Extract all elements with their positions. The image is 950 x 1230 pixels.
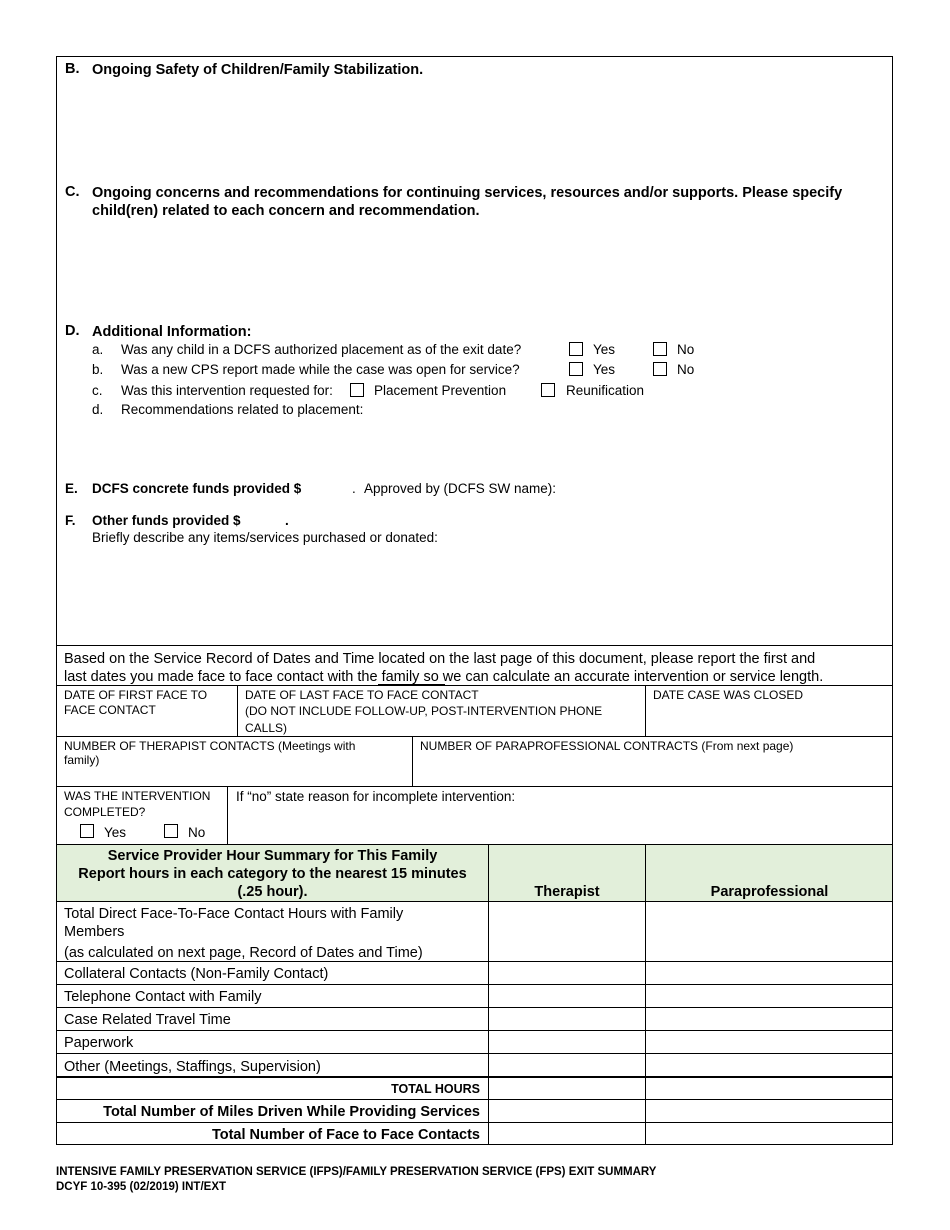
row-face-to-face-line3: (as calculated on next page, Record of Dates and Time) bbox=[64, 945, 423, 961]
para-contacts-label: NUMBER OF PARAPROFESSIONAL CONTRACTS (From next page) bbox=[420, 739, 794, 753]
footer-form-number: DCYF 10-395 (02/2019) INT/EXT bbox=[56, 1181, 227, 1193]
item-b-yes-checkbox[interactable] bbox=[569, 362, 583, 376]
completed-label-line2: COMPLETED? bbox=[64, 805, 146, 819]
item-a-question: Was any child in a DCFS authorized placement as of the exit date? bbox=[121, 342, 522, 357]
section-e-title: DCFS concrete funds provided $ bbox=[92, 481, 302, 496]
item-a-yes-label: Yes bbox=[593, 342, 616, 357]
divider bbox=[56, 961, 893, 962]
row-travel-time: Case Related Travel Time bbox=[64, 1012, 231, 1028]
table-header-line1: Service Provider Hour Summary for This Family bbox=[107, 848, 438, 864]
completed-yes-checkbox[interactable] bbox=[80, 824, 94, 838]
reunification-label: Reunification bbox=[566, 383, 645, 398]
divider bbox=[645, 685, 646, 736]
divider bbox=[56, 984, 893, 985]
other-funds-amount-field[interactable] bbox=[250, 510, 282, 528]
item-d-question: Recommendations related to placement: bbox=[121, 402, 364, 417]
item-a-no-label: No bbox=[677, 342, 695, 357]
completed-label-line1: WAS THE INTERVENTION bbox=[64, 789, 211, 803]
incomplete-reason-label: If “no” state reason for incomplete intervention: bbox=[236, 789, 516, 804]
section-e-dot: . bbox=[352, 481, 356, 496]
item-a-letter: a. bbox=[92, 342, 104, 357]
first-contact-label-line2: FACE CONTACT bbox=[64, 703, 156, 717]
divider bbox=[412, 736, 413, 786]
divider bbox=[56, 1030, 893, 1031]
completed-yes-label: Yes bbox=[104, 825, 127, 840]
divider bbox=[56, 736, 893, 737]
section-b-title: Ongoing Safety of Children/Family Stabilization. bbox=[92, 62, 424, 78]
describe-items-label: Briefly describe any items/services purchased or donated: bbox=[92, 530, 438, 545]
table-header-line2: Report hours in each category to the nearest 15 minutes bbox=[78, 866, 467, 882]
column-header-paraprofessional: Paraprofessional bbox=[710, 884, 829, 900]
divider bbox=[56, 1076, 893, 1078]
section-f-dot: . bbox=[285, 513, 289, 528]
table-header-line3: (.25 hour). bbox=[237, 884, 308, 900]
completed-no-checkbox[interactable] bbox=[164, 824, 178, 838]
section-b-letter: B. bbox=[65, 61, 80, 77]
row-other: Other (Meetings, Staffings, Supervision) bbox=[64, 1059, 321, 1075]
item-a-yes-checkbox[interactable] bbox=[569, 342, 583, 356]
divider bbox=[227, 786, 228, 844]
service-record-intro-line2: last dates you made face to face contact with the family so we can calculate an accurate intervention or service length. bbox=[64, 669, 824, 685]
row-miles-driven: Total Number of Miles Driven While Providing Services bbox=[103, 1104, 480, 1120]
section-f-letter: F. bbox=[65, 513, 76, 528]
item-b-letter: b. bbox=[92, 362, 104, 377]
approved-by-field[interactable] bbox=[566, 478, 876, 496]
reunification-checkbox[interactable] bbox=[541, 383, 555, 397]
item-d-letter: d. bbox=[92, 402, 104, 417]
item-a-no-checkbox[interactable] bbox=[653, 342, 667, 356]
row-total-hours: TOTAL HOURS bbox=[391, 1082, 480, 1096]
section-d-title: Additional Information: bbox=[92, 324, 252, 340]
row-paperwork: Paperwork bbox=[64, 1035, 134, 1051]
section-f-title: Other funds provided $ bbox=[92, 513, 241, 528]
section-b-text-area[interactable] bbox=[92, 82, 882, 177]
row-collateral-contacts: Collateral Contacts (Non-Family Contact) bbox=[64, 966, 329, 982]
divider bbox=[56, 1053, 893, 1054]
placement-prevention-label: Placement Prevention bbox=[374, 383, 507, 398]
last-contact-label-line3: CALLS) bbox=[245, 721, 288, 735]
case-closed-label: DATE CASE WAS CLOSED bbox=[653, 688, 804, 702]
divider bbox=[56, 645, 893, 646]
divider bbox=[56, 901, 893, 902]
last-contact-label-line2: (DO NOT INCLUDE FOLLOW-UP, POST-INTERVENTION PHONE bbox=[245, 704, 603, 718]
section-c-letter: C. bbox=[65, 184, 80, 200]
item-b-no-label: No bbox=[677, 362, 695, 377]
item-c-letter: c. bbox=[92, 383, 103, 398]
row-face-to-face-line1: Total Direct Face-To-Face Contact Hours with Family bbox=[64, 906, 404, 922]
row-face-to-face-line2: Members bbox=[64, 924, 125, 940]
section-e-letter: E. bbox=[65, 481, 78, 496]
completed-no-label: No bbox=[188, 825, 206, 840]
service-record-intro-line1: Based on the Service Record of Dates and Time located on the last page of this document, please report the first and bbox=[64, 651, 816, 667]
therapist-contacts-label-line1: NUMBER OF THERAPIST CONTACTS (Meetings with bbox=[64, 739, 356, 753]
first-contact-label-line1: DATE OF FIRST FACE TO bbox=[64, 688, 208, 702]
placement-prevention-checkbox[interactable] bbox=[350, 383, 364, 397]
column-header-therapist: Therapist bbox=[534, 884, 600, 900]
divider bbox=[56, 1099, 893, 1100]
row-face-contacts: Total Number of Face to Face Contacts bbox=[211, 1127, 480, 1143]
therapist-contacts-label-line2: family) bbox=[64, 753, 100, 767]
placement-recommendations-area[interactable] bbox=[121, 420, 881, 470]
item-b-no-checkbox[interactable] bbox=[653, 362, 667, 376]
approved-by-label: Approved by (DCFS SW name): bbox=[364, 481, 557, 496]
divider bbox=[237, 685, 238, 736]
section-d-letter: D. bbox=[65, 323, 80, 339]
divider bbox=[56, 685, 893, 686]
section-c-text-area[interactable] bbox=[92, 225, 882, 315]
footer-title: INTENSIVE FAMILY PRESERVATION SERVICE (IFPS)/FAMILY PRESERVATION SERVICE (FPS) EXIT SUMMARY bbox=[56, 1166, 657, 1178]
last-contact-label-line1: DATE OF LAST FACE TO FACE CONTACT bbox=[245, 688, 479, 702]
divider bbox=[56, 786, 893, 787]
item-b-question: Was a new CPS report made while the case was open for service? bbox=[121, 362, 520, 377]
describe-items-area[interactable] bbox=[92, 550, 882, 640]
section-c-title: Ongoing concerns and recommendations for continuing services, resources and/or supports. Please specify child(ren) related to each concern and recommendation. bbox=[92, 185, 843, 219]
row-telephone-contact: Telephone Contact with Family bbox=[64, 989, 262, 1005]
divider bbox=[56, 1007, 893, 1008]
concrete-funds-amount-field[interactable] bbox=[312, 478, 348, 496]
item-b-yes-label: Yes bbox=[593, 362, 616, 377]
divider bbox=[56, 1122, 893, 1123]
item-c-question: Was this intervention requested for: bbox=[121, 383, 333, 398]
